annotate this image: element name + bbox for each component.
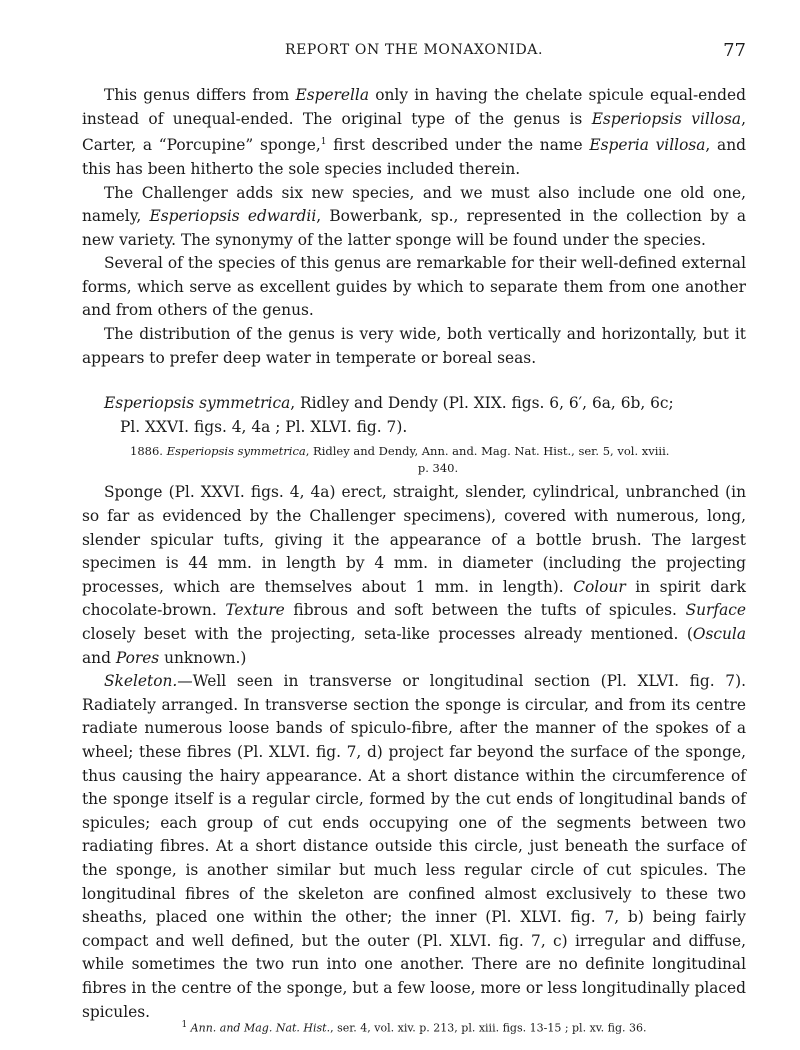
- page-number: 77: [723, 40, 746, 61]
- species-reference: 1886. Esperiopsis symmetrica, Ridley and Dendy, Ann. and. Mag. Nat. Hist., ser. 5, vol. xviii. p. 340.: [130, 444, 670, 476]
- intro-paragraph-2: The Challenger adds six new species, and we must also include one old one, namely, Esperiopsis edwardii, Bowerbank, sp., represented in the collection by a new variety. The synonymy of the latter sponge will be found under the species.: [82, 183, 747, 249]
- footnote: $^1$ Ann. and Mag. Nat. Hist., ser. 4, vol. xiv. p. 213, pl. xiii. figs. 13-15 ; pl. xv. fig. 36.: [181, 1020, 647, 1035]
- intro-paragraph-4: The distribution of the genus is very wide, both vertically and horizontally, but it appears to prefer deep water in temperate or boreal seas.: [82, 325, 746, 367]
- running-title: REPORT ON THE MONAXONIDA.: [284, 42, 544, 58]
- page-body: [82, 84, 746, 1024]
- intro-paragraph-3: Several of the species of this genus are remarkable for their well-defined external forms, which serve as excellent guides by which to separate them from one another and from others of the genus.: [82, 254, 746, 320]
- species-heading: Esperiopsis symmetrica, Ridley and Dendy (Pl. XIX. figs. 6, 6′, 6a, 6b, 6c; Pl. XXVI. figs. 4, 4a ; Pl. XLVI. fig. 7).: [104, 394, 674, 436]
- description-paragraph: Sponge (Pl. XXVI. figs. 4, 4a) erect, straight, slender, cylindrical, unbranched (in so far as evidenced by the Challenger specimens), covered with numerous, long, slender spicular tufts, giving it the appearance of a bottle brush. The largest specimen is 44 mm. in length by 4 mm. in diameter (including the projecting processes, which are themselves about 1 mm. in length). Colour in spirit dark chocolate-brown. Texture fibrous and soft between the tufts of spicules. Surface closely beset with the projecting, seta-like processes already mentioned. (Oscula and Pores unknown.): [82, 483, 746, 667]
- page-header: [82, 40, 746, 64]
- skeleton-paragraph: Skeleton.—Well seen in transverse or longitudinal section (Pl. XLVI. fig. 7). Radiately arranged. In transverse section the sponge is circular, and from its centre radiate numerous loose bands of spiculo-fibre, after the manner of the spokes of a wheel; these fibres (Pl. XLVI. fig. 7, d) project far beyond the surface of the sponge, thus causing the hairy appearance. At a short distance within the circumference of the sponge itself is a regular circle, formed by the cut ends of longitudinal bands of spicules; each group of cut ends occupying one of the segments between two radiating fibres. At a short distance outside this circle, just beneath the surface of the sponge, is another similar but much less regular circle of cut spicules. The longitudinal fibres of the skeleton are confined almost exclusively to these two sheaths, placed one within the other; the inner (Pl. XLVI. fig. 7, b) being fairly compact and well defined, but the outer (Pl. XLVI. fig. 7, c) irregular and diffuse, while sometimes the two run into one another. There are no definite longitudinal fibres in the centre of the sponge, but a few loose, more or less longitudinally placed spicules.: [82, 672, 746, 1021]
- footnote-marker: 1: [320, 137, 327, 148]
- intro-paragraph-1: This genus differs from Esperella only in having the chelate spicule equal-ended instead of unequal-ended. The original type of the genus is Esperiopsis villosa, Carter, a “Porcupine” sponge,$^1$ first described under the name Esperia villosa, and this has been hitherto the sole species included therein.: [82, 86, 746, 178]
